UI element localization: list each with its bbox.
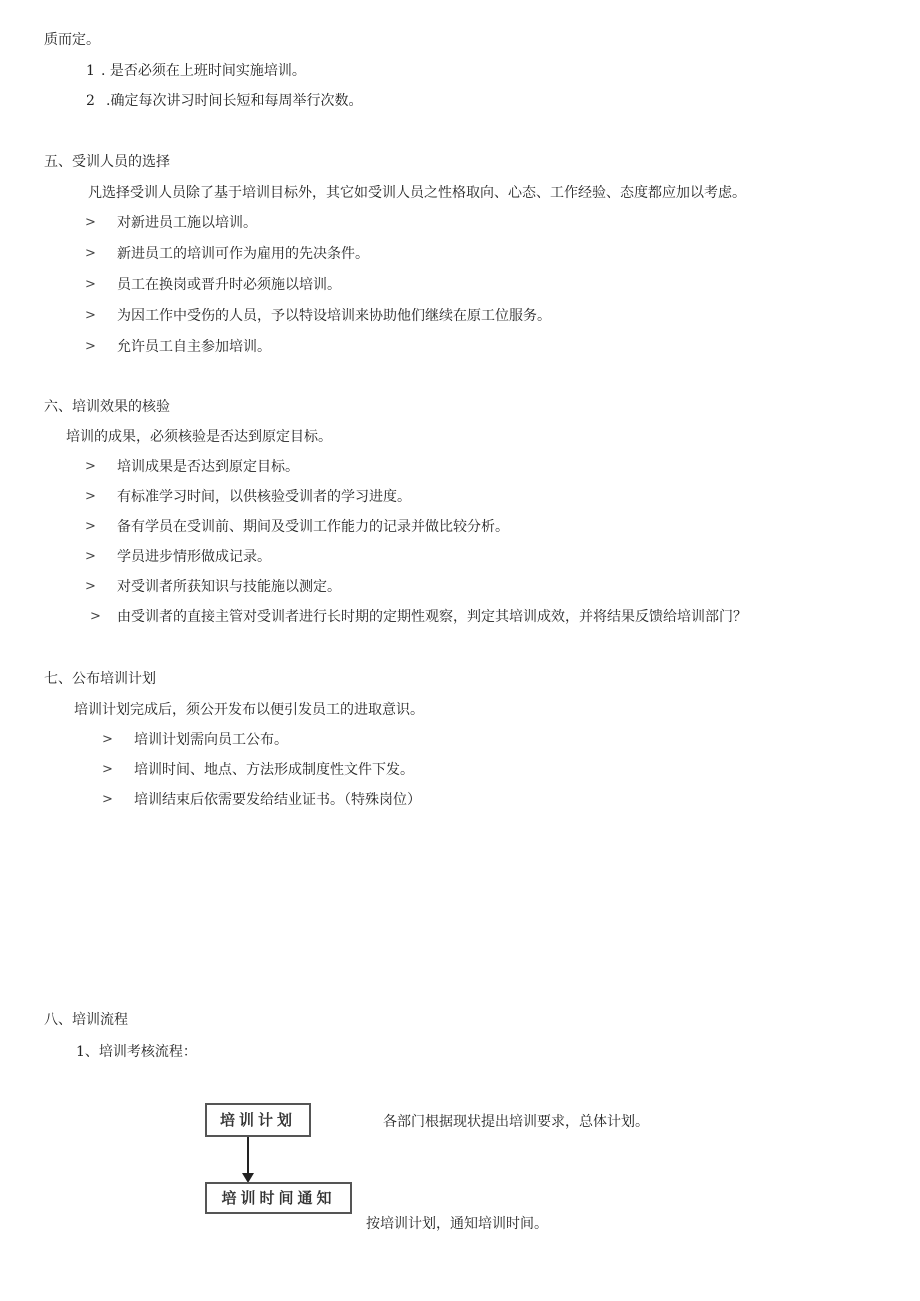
chevron-right-icon: > <box>85 215 96 230</box>
bullet-text: 对受训者所获知识与技能施以测定。 <box>117 579 341 595</box>
bullet-text: 备有学员在受训前、期间及受训工作能力的记录并做比较分析。 <box>117 519 509 535</box>
bullet-text: 为因工作中受伤的人员，予以特设培训来协助他们继续在原工位服务。 <box>117 308 551 324</box>
chevron-right-icon: > <box>85 579 96 594</box>
bullet-text: 允许员工自主参加培训。 <box>117 339 271 355</box>
subsection-heading: 1、培训考核流程： <box>76 1044 197 1060</box>
bullet-text: 学员进步情形做成记录。 <box>117 549 271 565</box>
chevron-right-icon: > <box>85 277 96 292</box>
chevron-right-icon: > <box>85 519 96 534</box>
chevron-right-icon: > <box>102 792 113 807</box>
chevron-right-icon: > <box>102 762 113 777</box>
bullet-text: 培训计划需向员工公布。 <box>134 732 288 748</box>
bullet-text: 培训结束后依需要发给结业证书。（特殊岗位） <box>134 792 421 808</box>
chevron-right-icon: > <box>102 732 113 747</box>
bullet-text: 新进员工的培训可作为雇用的先决条件。 <box>117 246 369 262</box>
flow-note: 按培训计划，通知培训时间。 <box>366 1216 548 1232</box>
chevron-right-icon: > <box>85 489 96 504</box>
section-heading: 八、培训流程 <box>44 1012 128 1028</box>
bullet-text: 培训时间、地点、方法形成制度性文件下发。 <box>134 762 414 778</box>
flow-box-time-notice: 培训时间通知 <box>205 1182 352 1214</box>
section-paragraph: 凡选择受训人员除了基于培训目标外，其它如受训人员之性格取向、心态、工作经验、态度都应加以考虑。 <box>88 185 746 201</box>
bullet-text: 由受训者的直接主管对受训者进行长时期的定期性观察，判定其培训成效，并将结果反馈给培训部门？ <box>117 609 747 625</box>
flow-arrow <box>238 1137 258 1185</box>
bullet-text: 对新进员工施以培训。 <box>117 215 257 231</box>
section-paragraph: 培训的成果，必须核验是否达到原定目标。 <box>66 429 332 445</box>
intro-item-number: 2 <box>86 93 95 109</box>
flow-note: 各部门根据现状提出培训要求，总体计划。 <box>383 1114 649 1130</box>
chevron-right-icon: > <box>85 459 96 474</box>
section-heading: 六、培训效果的核验 <box>44 399 170 415</box>
chevron-right-icon: > <box>85 549 96 564</box>
chevron-right-icon: > <box>90 609 101 624</box>
section-heading: 五、受训人员的选择 <box>44 154 170 170</box>
chevron-right-icon: > <box>85 246 96 261</box>
chevron-right-icon: > <box>85 339 96 354</box>
bullet-text: 有标准学习时间，以供核验受训者的学习进度。 <box>117 489 411 505</box>
flow-box-training-plan: 培训计划 <box>205 1103 311 1137</box>
section-heading: 七、公布培训计划 <box>44 671 156 687</box>
chevron-right-icon: > <box>85 308 96 323</box>
intro-tail: 质而定。 <box>44 32 100 48</box>
section-paragraph: 培训计划完成后，须公开发布以便引发员工的进取意识。 <box>74 702 424 718</box>
intro-item-text: . 是否必须在上班时间实施培训。 <box>101 63 306 79</box>
bullet-text: 员工在换岗或晋升时必须施以培训。 <box>117 277 341 293</box>
bullet-text: 培训成果是否达到原定目标。 <box>117 459 299 475</box>
intro-item-number: 1 <box>86 63 95 79</box>
intro-item-text: .确定每次讲习时间长短和每周举行次数。 <box>106 93 363 109</box>
